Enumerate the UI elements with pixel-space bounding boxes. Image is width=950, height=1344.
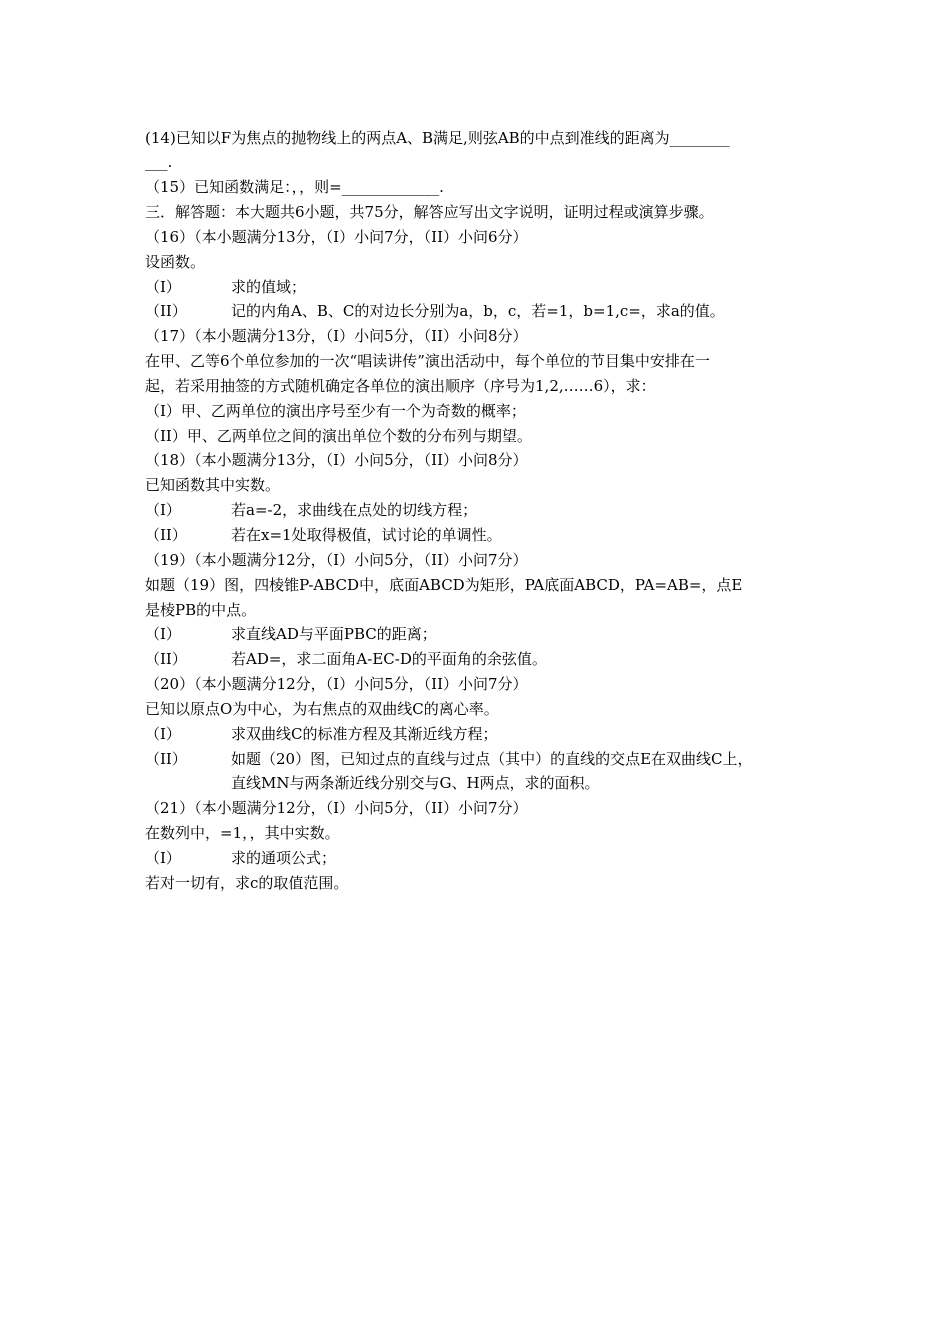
part-marker: （I） xyxy=(145,849,181,867)
q20-part-2-continued: 直线MN与两条渐近线分别交与G、H两点，求的面积。 xyxy=(231,774,600,792)
part-marker: （I） xyxy=(145,278,181,296)
q14-line-1: (14)已知以F为焦点的抛物线上的两点A、B满足,则弦AB的中点到准线的距离为________ xyxy=(145,129,730,147)
q20-part-2 xyxy=(145,749,825,769)
part-text: 如题（20）图，已知过点的直线与过点（其中）的直线的交点E在双曲线C上， xyxy=(231,750,753,768)
q20-part-1 xyxy=(145,724,825,744)
part-marker: （I） xyxy=(145,501,181,519)
part-text: 求的值域； xyxy=(231,278,307,296)
q19-body-1: 如题（19）图，四棱锥P-ABCD中，底面ABCD为矩形，PA底面ABCD，PA=AB=，点E xyxy=(145,576,743,594)
q18-part-1 xyxy=(145,500,825,520)
q18-body: 已知函数其中实数。 xyxy=(145,476,281,494)
q18-part-2 xyxy=(145,525,825,545)
part-marker: （II） xyxy=(145,650,187,668)
q19-part-1 xyxy=(145,624,825,644)
part-marker: （I） xyxy=(145,725,181,743)
q19-part-2 xyxy=(145,649,825,669)
q16-part-1 xyxy=(145,277,825,297)
part-text: 记的内角A、B、C的对边长分别为a，b，c，若=1，b=1,c=，求a的值。 xyxy=(231,302,725,320)
q17-body-2: 起，若采用抽签的方式随机确定各单位的演出顺序（序号为1,2,……6），求： xyxy=(145,377,656,395)
part-marker: （II） xyxy=(145,302,187,320)
q15-line: （15）已知函数满足：，，则=_____________. xyxy=(145,178,444,196)
q20-body: 已知以原点O为中心，为右焦点的双曲线C的离心率。 xyxy=(145,700,499,718)
q19-header: （19）（本小题满分12分，（I）小问5分，（II）小问7分） xyxy=(145,551,528,569)
q17-header: （17）（本小题满分13分，（I）小问5分，（II）小问8分） xyxy=(145,327,528,345)
part-text: 若a=-2，求曲线在点处的切线方程； xyxy=(231,501,478,519)
part-marker: （II） xyxy=(145,750,187,768)
q21-part-2: 若对一切有，求c的取值范围。 xyxy=(145,874,349,892)
q14-line-2: ___. xyxy=(145,153,173,171)
part-marker: （I） xyxy=(145,625,181,643)
q16-part-2 xyxy=(145,301,825,321)
part-text: 求直线AD与平面PBC的距离； xyxy=(231,625,437,643)
q17-part-2: （II）甲、乙两单位之间的演出单位个数的分布列与期望。 xyxy=(145,427,532,445)
part-marker: （II） xyxy=(145,526,187,544)
q17-body-1: 在甲、乙等6个单位参加的一次“唱读讲传”演出活动中，每个单位的节目集中安排在一 xyxy=(145,352,710,370)
part-text: 求双曲线C的标准方程及其渐近线方程； xyxy=(231,725,498,743)
q19-body-2: 是棱PB的中点。 xyxy=(145,601,257,619)
q16-header: （16）（本小题满分13分，（I）小问7分，（II）小问6分） xyxy=(145,228,528,246)
q21-part-1 xyxy=(145,848,825,868)
q17-part-1: （I）甲、乙两单位的演出序号至少有一个为奇数的概率； xyxy=(145,402,526,420)
part-text: 求的通项公式； xyxy=(231,849,337,867)
q21-body: 在数列中，=1，，其中实数。 xyxy=(145,824,340,842)
q18-header: （18）（本小题满分13分，（I）小问5分，（II）小问8分） xyxy=(145,451,528,469)
part-text: 若在x=1处取得极值，试讨论的单调性。 xyxy=(231,526,502,544)
q20-header: （20）（本小题满分12分，（I）小问5分，（II）小问7分） xyxy=(145,675,528,693)
part-text: 若AD=，求二面角A-EC-D的平面角的余弦值。 xyxy=(231,650,547,668)
q21-header: （21）（本小题满分12分，（I）小问5分，（II）小问7分） xyxy=(145,799,528,817)
q16-body: 设函数。 xyxy=(145,253,206,271)
section-3-heading: 三．解答题：本大题共6小题，共75分，解答应写出文字说明，证明过程或演算步骤。 xyxy=(145,203,714,221)
